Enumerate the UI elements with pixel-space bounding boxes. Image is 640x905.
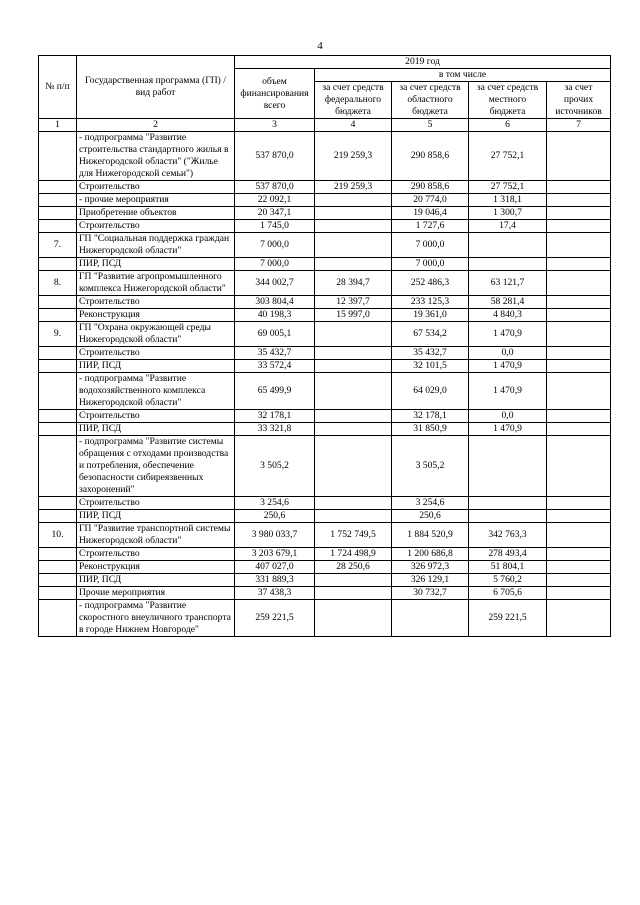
work-name: ГП "Развитие агропромышленного комплекса Нижегородской области" xyxy=(77,271,235,296)
other-cell xyxy=(547,181,611,194)
table-row xyxy=(39,587,611,600)
work-name: ГП "Социальная поддержка граждан Нижегородской области" xyxy=(77,233,235,258)
total-cell: 3 505,2 xyxy=(235,436,315,497)
column-number: 1 xyxy=(39,119,77,132)
work-name: Реконструкция xyxy=(77,561,235,574)
other-cell xyxy=(547,548,611,561)
header-total: объем финансирования всего xyxy=(235,69,315,119)
header-regional: за счет средств областного бюджета xyxy=(392,82,469,119)
regional-cell: 19 361,0 xyxy=(392,309,469,322)
work-name: Строительство xyxy=(77,296,235,309)
header-other: за счет прочих источников xyxy=(547,82,611,119)
other-cell xyxy=(547,360,611,373)
other-cell xyxy=(547,600,611,637)
local-cell: 17,4 xyxy=(469,220,547,233)
federal-cell xyxy=(315,600,392,637)
total-cell: 1 745,0 xyxy=(235,220,315,233)
table-row xyxy=(39,497,611,510)
regional-cell: 290 858,6 xyxy=(392,181,469,194)
federal-cell xyxy=(315,347,392,360)
other-cell xyxy=(547,220,611,233)
work-name: Строительство xyxy=(77,220,235,233)
table-row xyxy=(39,561,611,574)
federal-cell: 15 997,0 xyxy=(315,309,392,322)
local-cell: 1 300,7 xyxy=(469,207,547,220)
header-including: в том числе xyxy=(315,69,611,82)
regional-cell: 233 125,3 xyxy=(392,296,469,309)
federal-cell xyxy=(315,510,392,523)
regional-cell: 20 774,0 xyxy=(392,194,469,207)
column-number: 2 xyxy=(77,119,235,132)
other-cell xyxy=(547,436,611,497)
other-cell xyxy=(547,271,611,296)
total-cell: 250,6 xyxy=(235,510,315,523)
other-cell xyxy=(547,423,611,436)
regional-cell: 290 858,6 xyxy=(392,132,469,181)
federal-cell xyxy=(315,373,392,410)
local-cell: 4 840,3 xyxy=(469,309,547,322)
table-row xyxy=(39,258,611,271)
other-cell xyxy=(547,296,611,309)
row-number xyxy=(39,410,77,423)
federal-cell: 28 394,7 xyxy=(315,271,392,296)
table-row xyxy=(39,132,611,181)
federal-cell xyxy=(315,220,392,233)
other-cell xyxy=(547,574,611,587)
other-cell xyxy=(547,497,611,510)
other-cell xyxy=(547,561,611,574)
table-row xyxy=(39,360,611,373)
row-number xyxy=(39,220,77,233)
row-number xyxy=(39,561,77,574)
local-cell: 1 318,1 xyxy=(469,194,547,207)
table-row xyxy=(39,181,611,194)
work-name: - подпрограмма "Развитие водохозяйственного комплекса Нижегородской области" xyxy=(77,373,235,410)
row-number xyxy=(39,497,77,510)
row-number xyxy=(39,360,77,373)
local-cell xyxy=(469,258,547,271)
header-federal: за счет средств федерального бюджета xyxy=(315,82,392,119)
regional-cell: 7 000,0 xyxy=(392,233,469,258)
other-cell xyxy=(547,322,611,347)
table-row xyxy=(39,207,611,220)
regional-cell: 3 254,6 xyxy=(392,497,469,510)
row-number xyxy=(39,600,77,637)
work-name: Реконструкция xyxy=(77,309,235,322)
total-cell: 33 321,8 xyxy=(235,423,315,436)
local-cell: 5 760,2 xyxy=(469,574,547,587)
regional-cell: 3 505,2 xyxy=(392,436,469,497)
total-cell: 33 572,4 xyxy=(235,360,315,373)
local-cell: 63 121,7 xyxy=(469,271,547,296)
row-number xyxy=(39,296,77,309)
header-num: № п/п xyxy=(39,56,77,119)
work-name: ПИР, ПСД xyxy=(77,574,235,587)
other-cell xyxy=(547,523,611,548)
local-cell xyxy=(469,436,547,497)
table-row xyxy=(39,194,611,207)
work-name: - подпрограмма "Развитие скоростного внеуличного транспорта в городе Нижнем Новгороде" xyxy=(77,600,235,637)
table-body xyxy=(39,132,611,637)
federal-cell xyxy=(315,587,392,600)
work-name: - подпрограмма "Развитие системы обращения с отходами производства и потребления, обеспечение безопасности сибиреязвенных захоронений" xyxy=(77,436,235,497)
total-cell: 69 005,1 xyxy=(235,322,315,347)
total-cell: 35 432,7 xyxy=(235,347,315,360)
local-cell: 6 705,6 xyxy=(469,587,547,600)
federal-cell: 1 724 498,9 xyxy=(315,548,392,561)
row-number: 7. xyxy=(39,233,77,258)
local-cell xyxy=(469,233,547,258)
budget-table xyxy=(38,55,611,637)
regional-cell: 7 000,0 xyxy=(392,258,469,271)
regional-cell xyxy=(392,600,469,637)
total-cell: 3 203 679,1 xyxy=(235,548,315,561)
local-cell: 1 470,9 xyxy=(469,322,547,347)
federal-cell: 219 259,3 xyxy=(315,132,392,181)
work-name: Строительство xyxy=(77,548,235,561)
federal-cell xyxy=(315,207,392,220)
work-name: ГП "Охрана окружающей среды Нижегородской области" xyxy=(77,322,235,347)
regional-cell: 19 046,4 xyxy=(392,207,469,220)
row-number: 9. xyxy=(39,322,77,347)
row-number xyxy=(39,347,77,360)
total-cell: 331 889,3 xyxy=(235,574,315,587)
federal-cell xyxy=(315,258,392,271)
federal-cell: 12 397,7 xyxy=(315,296,392,309)
federal-cell xyxy=(315,410,392,423)
regional-cell: 64 029,0 xyxy=(392,373,469,410)
total-cell: 259 221,5 xyxy=(235,600,315,637)
row-number xyxy=(39,258,77,271)
work-name: - подпрограмма "Развитие строительства стандартного жилья в Нижегородской области" ("Жилье для Нижегородской семьи") xyxy=(77,132,235,181)
total-cell: 32 178,1 xyxy=(235,410,315,423)
total-cell: 537 870,0 xyxy=(235,181,315,194)
table-row xyxy=(39,410,611,423)
other-cell xyxy=(547,194,611,207)
local-cell: 0,0 xyxy=(469,410,547,423)
row-number xyxy=(39,423,77,436)
other-cell xyxy=(547,309,611,322)
work-name: ПИР, ПСД xyxy=(77,510,235,523)
work-name: ПИР, ПСД xyxy=(77,258,235,271)
local-cell xyxy=(469,510,547,523)
local-cell: 51 804,1 xyxy=(469,561,547,574)
local-cell: 342 763,3 xyxy=(469,523,547,548)
regional-cell: 32 178,1 xyxy=(392,410,469,423)
federal-cell: 219 259,3 xyxy=(315,181,392,194)
work-name: Строительство xyxy=(77,497,235,510)
total-cell: 407 027,0 xyxy=(235,561,315,574)
total-cell: 65 499,9 xyxy=(235,373,315,410)
local-cell: 1 470,9 xyxy=(469,360,547,373)
header-local: за счет средств местного бюджета xyxy=(469,82,547,119)
table-row xyxy=(39,548,611,561)
table-row xyxy=(39,523,611,548)
header-year: 2019 год xyxy=(235,56,611,69)
table-row xyxy=(39,436,611,497)
row-number xyxy=(39,132,77,181)
regional-cell: 32 101,5 xyxy=(392,360,469,373)
regional-cell: 326 129,1 xyxy=(392,574,469,587)
regional-cell: 67 534,2 xyxy=(392,322,469,347)
other-cell xyxy=(547,347,611,360)
other-cell xyxy=(547,258,611,271)
total-cell: 20 347,1 xyxy=(235,207,315,220)
row-number xyxy=(39,309,77,322)
table-row xyxy=(39,373,611,410)
federal-cell xyxy=(315,233,392,258)
work-name: ПИР, ПСД xyxy=(77,423,235,436)
page-number: 4 xyxy=(317,40,323,52)
table-row xyxy=(39,574,611,587)
table-row xyxy=(39,322,611,347)
local-cell: 278 493,4 xyxy=(469,548,547,561)
table-row xyxy=(39,347,611,360)
other-cell xyxy=(547,207,611,220)
table-row xyxy=(39,510,611,523)
local-cell: 0,0 xyxy=(469,347,547,360)
column-numbers-row xyxy=(39,119,611,132)
other-cell xyxy=(547,233,611,258)
total-cell: 344 002,7 xyxy=(235,271,315,296)
local-cell xyxy=(469,497,547,510)
regional-cell: 35 432,7 xyxy=(392,347,469,360)
total-cell: 537 870,0 xyxy=(235,132,315,181)
work-name: Приобретение объектов xyxy=(77,207,235,220)
row-number xyxy=(39,207,77,220)
work-name: ГП "Развитие транспортной системы Нижегородской области" xyxy=(77,523,235,548)
federal-cell: 1 752 749,5 xyxy=(315,523,392,548)
total-cell: 7 000,0 xyxy=(235,258,315,271)
federal-cell xyxy=(315,360,392,373)
regional-cell: 252 486,3 xyxy=(392,271,469,296)
row-number xyxy=(39,373,77,410)
row-number xyxy=(39,548,77,561)
federal-cell: 28 250,6 xyxy=(315,561,392,574)
local-cell: 58 281,4 xyxy=(469,296,547,309)
table-row xyxy=(39,309,611,322)
other-cell xyxy=(547,410,611,423)
column-number: 4 xyxy=(315,119,392,132)
total-cell: 303 804,4 xyxy=(235,296,315,309)
work-name: - прочие мероприятия xyxy=(77,194,235,207)
other-cell xyxy=(547,373,611,410)
row-number: 8. xyxy=(39,271,77,296)
total-cell: 40 198,3 xyxy=(235,309,315,322)
regional-cell: 1 727,6 xyxy=(392,220,469,233)
column-number: 3 xyxy=(235,119,315,132)
local-cell: 27 752,1 xyxy=(469,132,547,181)
table-row xyxy=(39,271,611,296)
row-number xyxy=(39,510,77,523)
federal-cell xyxy=(315,497,392,510)
local-cell: 259 221,5 xyxy=(469,600,547,637)
local-cell: 27 752,1 xyxy=(469,181,547,194)
row-number xyxy=(39,436,77,497)
table-row xyxy=(39,220,611,233)
regional-cell: 1 884 520,9 xyxy=(392,523,469,548)
local-cell: 1 470,9 xyxy=(469,373,547,410)
local-cell: 1 470,9 xyxy=(469,423,547,436)
federal-cell xyxy=(315,322,392,347)
work-name: Строительство xyxy=(77,410,235,423)
row-number xyxy=(39,194,77,207)
regional-cell: 326 972,3 xyxy=(392,561,469,574)
column-number: 6 xyxy=(469,119,547,132)
table-row xyxy=(39,233,611,258)
work-name: Строительство xyxy=(77,181,235,194)
federal-cell xyxy=(315,574,392,587)
federal-cell xyxy=(315,194,392,207)
column-number: 7 xyxy=(547,119,611,132)
total-cell: 3 254,6 xyxy=(235,497,315,510)
federal-cell xyxy=(315,423,392,436)
work-name: ПИР, ПСД xyxy=(77,360,235,373)
total-cell: 7 000,0 xyxy=(235,233,315,258)
header-name: Государственная программа (ГП) / вид работ xyxy=(77,56,235,119)
row-number xyxy=(39,181,77,194)
row-number xyxy=(39,574,77,587)
total-cell: 37 438,3 xyxy=(235,587,315,600)
regional-cell: 1 200 686,8 xyxy=(392,548,469,561)
total-cell: 22 092,1 xyxy=(235,194,315,207)
federal-cell xyxy=(315,436,392,497)
other-cell xyxy=(547,132,611,181)
column-number: 5 xyxy=(392,119,469,132)
regional-cell: 31 850,9 xyxy=(392,423,469,436)
work-name: Прочие мероприятия xyxy=(77,587,235,600)
row-number xyxy=(39,587,77,600)
work-name: Строительство xyxy=(77,347,235,360)
other-cell xyxy=(547,510,611,523)
row-number: 10. xyxy=(39,523,77,548)
table-row xyxy=(39,296,611,309)
regional-cell: 30 732,7 xyxy=(392,587,469,600)
table-row xyxy=(39,600,611,637)
regional-cell: 250,6 xyxy=(392,510,469,523)
total-cell: 3 980 033,7 xyxy=(235,523,315,548)
table-row xyxy=(39,423,611,436)
other-cell xyxy=(547,587,611,600)
